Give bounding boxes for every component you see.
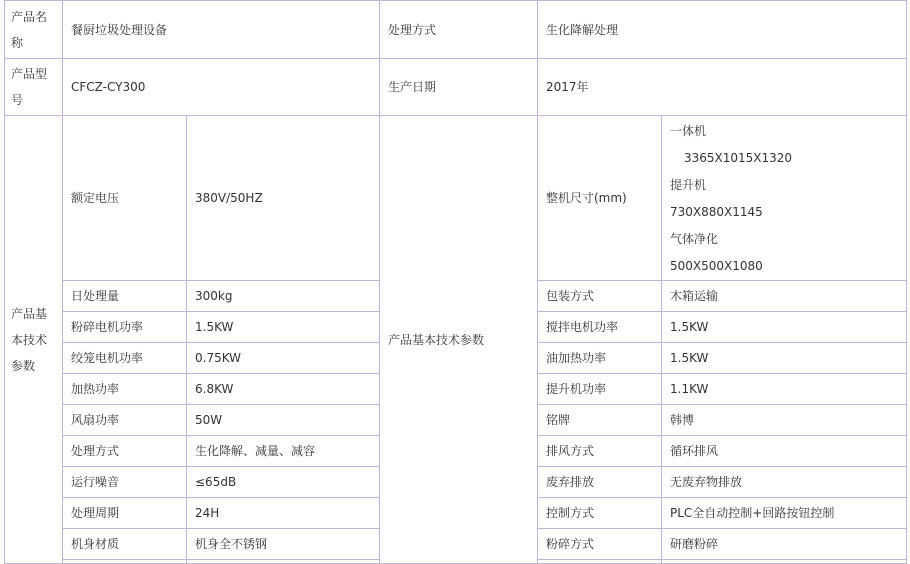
spec-label: 机身材质 xyxy=(63,529,187,560)
table-row xyxy=(5,116,907,281)
spec-value: 1.1KW xyxy=(662,374,907,405)
params-middle-label: 产品基本技术参数 xyxy=(380,116,538,564)
spec-value: 380V/50HZ xyxy=(187,116,380,281)
spec-label: 搅拌电机功率 xyxy=(538,312,662,343)
spec-label: 包装方式 xyxy=(538,281,662,312)
spec-label: 提升机功率 xyxy=(538,374,662,405)
spec-label: 运行噪音 xyxy=(63,467,187,498)
date-label: 生产日期 xyxy=(380,59,538,116)
spec-value: 机身全不锈钢 xyxy=(187,529,380,560)
spec-value: ≤65dB xyxy=(187,467,380,498)
product-model-value: CFCZ-CY300 xyxy=(63,59,380,116)
params-section-label: 产品基本技术参数 xyxy=(5,116,63,564)
method-value: 生化降解处理 xyxy=(538,1,907,59)
spec-label: 绞笼电机功率 xyxy=(63,343,187,374)
product-name-label: 产品名称 xyxy=(5,1,63,59)
spec-label: 额定电压 xyxy=(63,116,187,281)
size-label: 整机尺寸(mm) xyxy=(538,116,662,281)
spec-value: 1.5KW xyxy=(662,312,907,343)
size-line: 3365X1015X1320 xyxy=(684,151,793,165)
spec-value: 生化降解、减量、减容 xyxy=(187,436,380,467)
spec-value: 1.5KW xyxy=(662,343,907,374)
size-line: 一体机 xyxy=(670,124,707,138)
size-line: 气体净化 xyxy=(670,232,719,246)
spec-value: 0.75KW xyxy=(187,343,380,374)
spec-label: 铭牌 xyxy=(538,405,662,436)
spec-label: 处理方式 xyxy=(63,436,187,467)
product-model-label: 产品型号 xyxy=(5,59,63,116)
spec-label: 加热功率 xyxy=(63,374,187,405)
product-spec-table xyxy=(4,0,907,564)
spec-label: 粉碎电机功率 xyxy=(63,312,187,343)
spec-label: 排风方式 xyxy=(538,436,662,467)
size-line: 500X500X1080 xyxy=(670,259,763,273)
spec-label: 粉碎方式 xyxy=(538,529,662,560)
spec-value: PLC全自动控制+回路按钮控制 xyxy=(662,498,907,529)
spec-value: 1.5KW xyxy=(187,312,380,343)
method-label: 处理方式 xyxy=(380,1,538,59)
spec-value: 循环排风 xyxy=(662,436,907,467)
size-line: 730X880X1145 xyxy=(670,205,763,219)
spec-label: 日处理量 xyxy=(63,281,187,312)
spec-value: 300kg xyxy=(187,281,380,312)
spec-label: 处理周期 xyxy=(63,498,187,529)
spec-label: 油加热功率 xyxy=(538,343,662,374)
spec-label: 风扇功率 xyxy=(63,405,187,436)
spec-value: 50W xyxy=(187,405,380,436)
date-value: 2017年 xyxy=(538,59,907,116)
spec-label: 废弃排放 xyxy=(538,467,662,498)
spec-value: 6.8KW xyxy=(187,374,380,405)
product-name-value: 餐厨垃圾处理设备 xyxy=(63,1,380,59)
spec-value: 木箱运输 xyxy=(662,281,907,312)
size-line: 提升机 xyxy=(670,178,707,192)
spec-value: 韩博 xyxy=(662,405,907,436)
size-value xyxy=(662,116,907,281)
spec-value: 24H xyxy=(187,498,380,529)
spec-label: 控制方式 xyxy=(538,498,662,529)
spec-value: 无废弃物排放 xyxy=(662,467,907,498)
spec-value: 研磨粉碎 xyxy=(662,529,907,560)
table-row xyxy=(5,59,907,116)
table-row xyxy=(5,1,907,59)
